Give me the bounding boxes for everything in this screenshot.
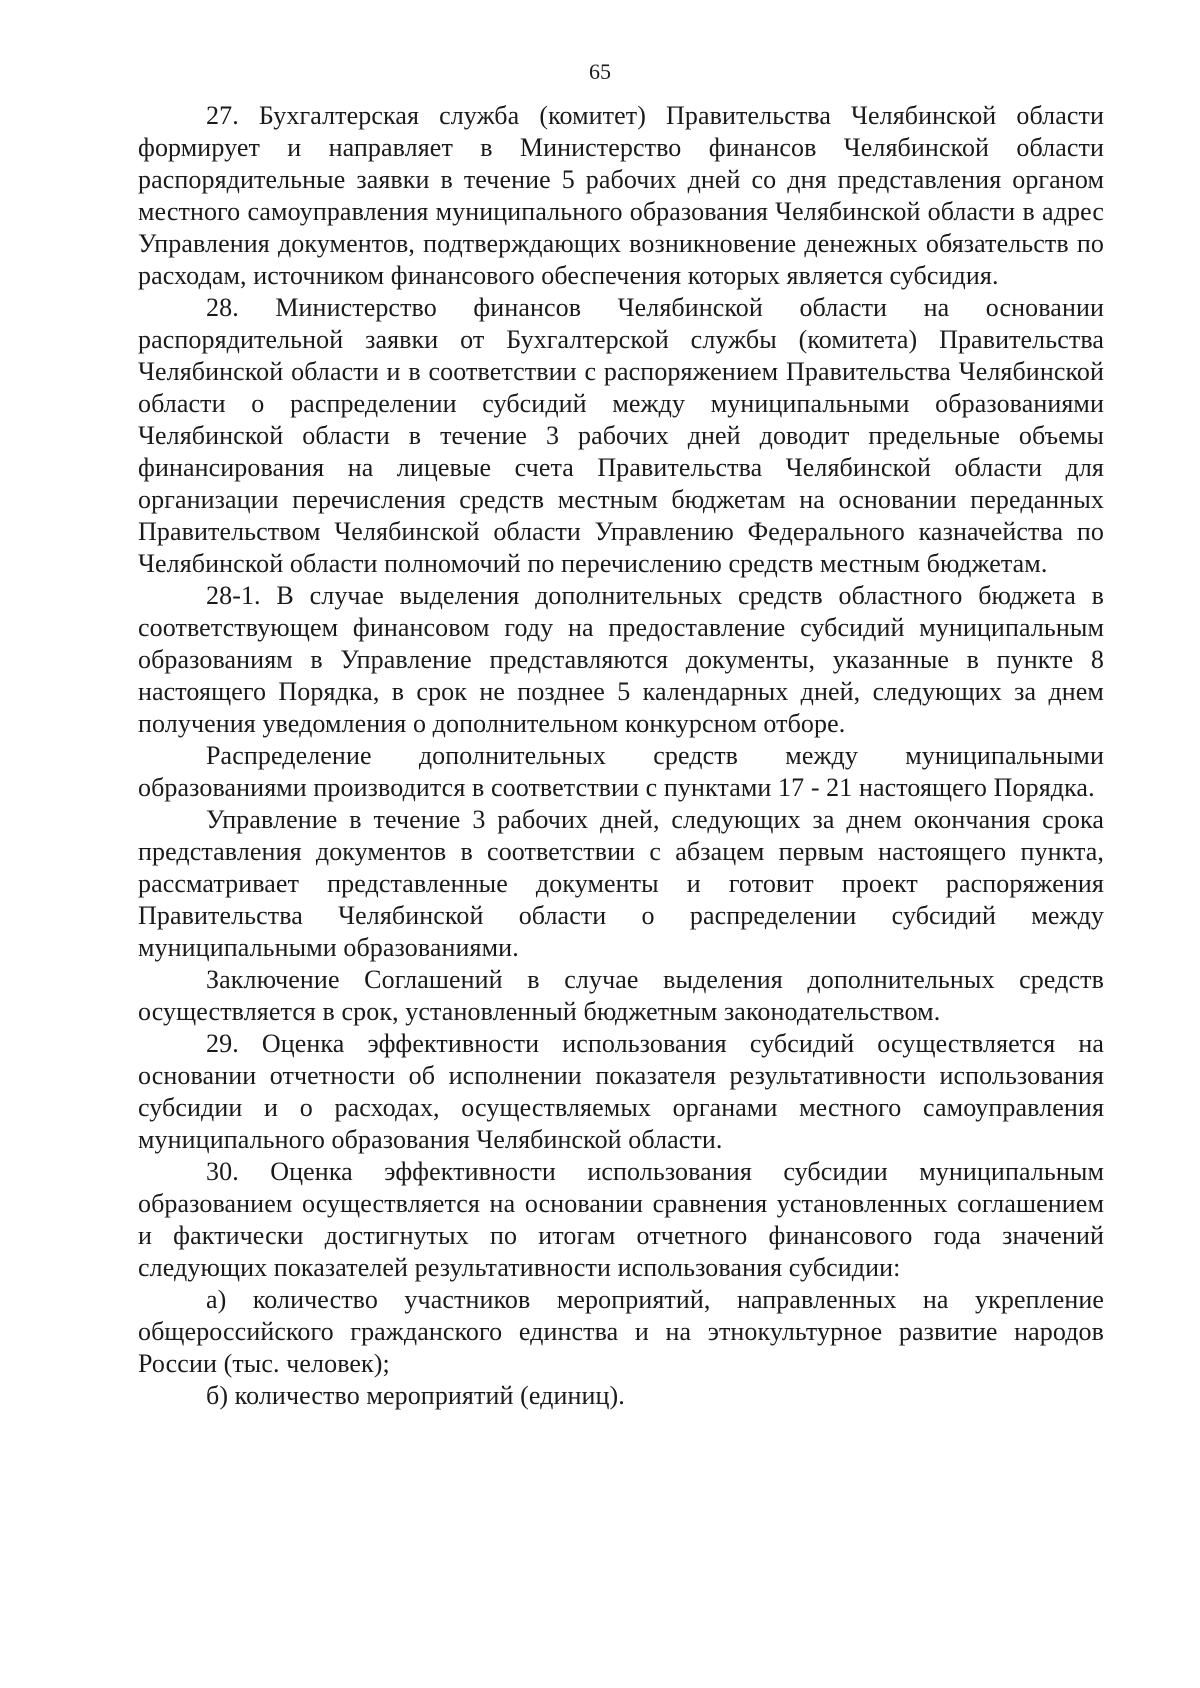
paragraph-27: 27. Бухгалтерская служба (комитет) Правительства Челябинской области формирует и направляет в Министерство финансов Челябинской области распорядительные заявки в течение 5 рабочих дней со дня представления органом местного самоуправления муниципального образования Челябинской области в адрес Управления документов, подтверждающих возникновение денежных обязательств по расходам, источником финансового обеспечения которых является субсидия.	[138, 101, 1104, 290]
paragraph-30: 30. Оценка эффективности использования субсидии муниципальным образованием осуществляется на основании сравнения установленных соглашением и фактически достигнутых по итогам отчетного финансового года значений следующих показателей результативности использования субсидии:	[138, 1157, 1104, 1282]
paragraph-management-review: Управление в течение 3 рабочих дней, следующих за днем окончания срока представления документов в соответствии с абзацем первым настоящего пункта, рассматривает представленные документы и готовит проект распоряжения Правительства Челябинской области о распределении субсидий между муниципальными образованиями.	[138, 805, 1104, 962]
paragraph-agreements: Заключение Соглашений в случае выделения дополнительных средств осуществляется в срок, установленный бюджетным законодательством.	[138, 965, 1104, 1026]
document-body	[138, 100, 1104, 1412]
list-item-a: а) количество участников мероприятий, направленных на укрепление общероссийского гражданского единства и на этнокультурное развитие народов России (тыс. человек);	[138, 1285, 1104, 1378]
list-item-b: б) количество мероприятий (единиц).	[206, 1381, 625, 1410]
page-number: 65	[589, 59, 611, 84]
paragraph-29: 29. Оценка эффективности использования субсидий осуществляется на основании отчетности об исполнении показателя результативности использования субсидии и о расходах, осуществляемых органами местного самоуправления муниципального образования Челябинской области.	[138, 1029, 1104, 1154]
paragraph-28: 28. Министерство финансов Челябинской области на основании распорядительной заявки от Бухгалтерской службы (комитета) Правительства Челябинской области и в соответствии с распоряжением Правительства Челябинской области о распределении субсидий между муниципальными образованиями Челябинской области в течение 3 рабочих дней доводит предельные объемы финансирования на лицевые счета Правительства Челябинской области для организации перечисления средств местным бюджетам на основании переданных Правительством Челябинской области Управлению Федерального казначейства по Челябинской области полномочий по перечислению средств местным бюджетам.	[138, 293, 1104, 578]
paragraph-distribution: Распределение дополнительных средств между муниципальными образованиями производится в соответствии с пунктами 17 - 21 настоящего Порядка.	[138, 741, 1104, 802]
paragraph-28-1: 28-1. В случае выделения дополнительных средств областного бюджета в соответствующем финансовом году на предоставление субсидий муниципальным образованиям в Управление представляются документы, указанные в пункте 8 настоящего Порядка, в срок не позднее 5 календарных дней, следующих за днем получения уведомления о дополнительном конкурсном отборе.	[138, 581, 1104, 738]
